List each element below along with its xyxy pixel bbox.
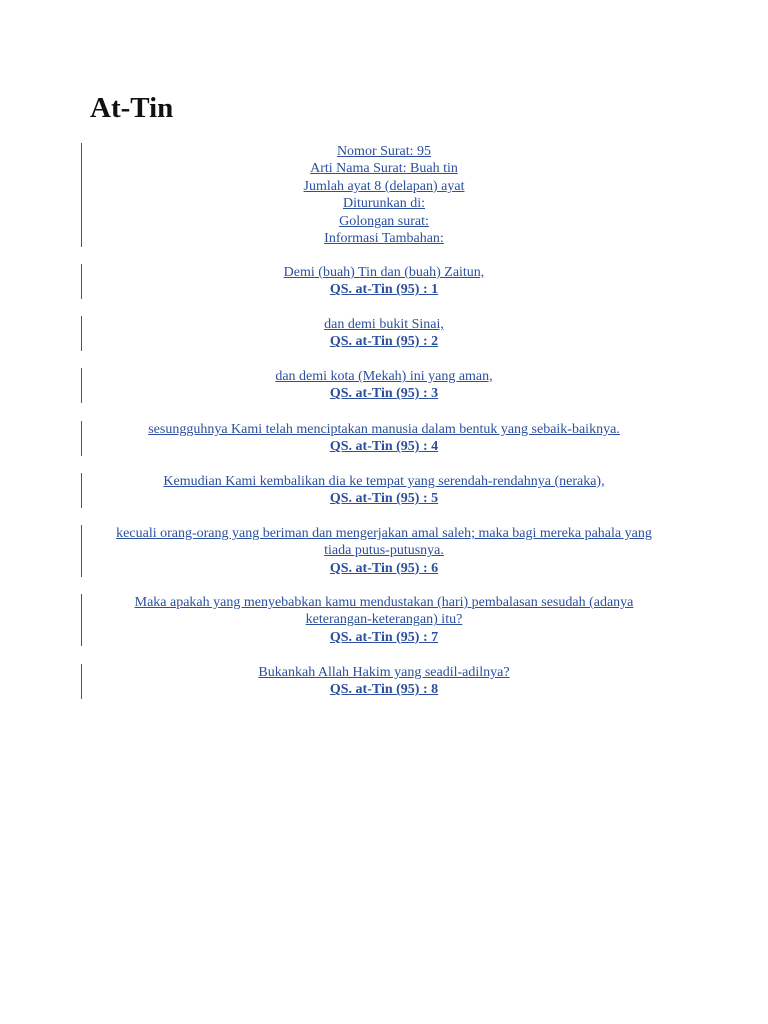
info-nomor-link[interactable]: Nomor Surat: 95 xyxy=(336,144,432,159)
surah-info-block xyxy=(81,143,686,247)
verse-2-text-link[interactable]: dan demi bukit Sinai, xyxy=(324,317,444,332)
verse-4-text-link[interactable]: sesungguhnya Kami telah menciptakan manusia dalam bentuk yang sebaik-baiknya. xyxy=(148,422,620,437)
verse-8-ref-link[interactable]: QS. at-Tin (95) : 8 xyxy=(329,682,439,698)
verse-3-text-link[interactable]: dan demi kota (Mekah) ini yang aman, xyxy=(275,369,493,384)
verse-1-text-link[interactable]: Demi (buah) Tin dan (buah) Zaitun, xyxy=(283,265,485,280)
verse-block-2 xyxy=(81,316,686,351)
info-tambahan-link[interactable]: Informasi Tambahan: xyxy=(324,231,444,247)
verse-3-ref-link[interactable]: QS. at-Tin (95) : 3 xyxy=(329,386,439,402)
verse-block-3 xyxy=(81,368,686,403)
info-arti-link[interactable]: Arti Nama Surat: Buah tin xyxy=(310,161,458,177)
verse-6-text-link-line-1[interactable]: kecuali orang-orang yang beriman dan mengerjakan amal saleh; maka bagi mereka pahala yang xyxy=(116,526,652,541)
verse-block-4 xyxy=(81,421,686,456)
verse-7-text-link-line-1[interactable]: Maka apakah yang menyebabkan kamu mendustakan (hari) pembalasan sesudah (adanya xyxy=(134,595,634,610)
verse-4-ref-link[interactable]: QS. at-Tin (95) : 4 xyxy=(329,439,439,455)
verse-7-text-link-line-2[interactable]: keterangan-keterangan) itu? xyxy=(305,612,463,628)
verse-5-ref-link[interactable]: QS. at-Tin (95) : 5 xyxy=(329,491,439,507)
page-title: At-Tin xyxy=(90,92,174,124)
verse-block-1 xyxy=(81,264,686,299)
verse-block-5 xyxy=(81,473,686,508)
verse-5-text-link[interactable]: Kemudian Kami kembalikan dia ke tempat yang serendah-rendahnya (neraka), xyxy=(163,474,605,489)
info-jumlah-link[interactable]: Jumlah ayat 8 (delapan) ayat xyxy=(303,178,465,194)
verse-8-text-link[interactable]: Bukankah Allah Hakim yang seadil-adilnya? xyxy=(258,665,510,680)
verse-6-ref-link[interactable]: QS. at-Tin (95) : 6 xyxy=(329,560,439,576)
verse-6-text-link-line-2[interactable]: tiada putus-putusnya. xyxy=(324,543,444,559)
info-diturunkan-link[interactable]: Diturunkan di: xyxy=(342,196,426,212)
verse-block-8 xyxy=(81,664,686,699)
info-golongan-link[interactable]: Golongan surat: xyxy=(339,213,429,229)
verse-7-ref-link[interactable]: QS. at-Tin (95) : 7 xyxy=(329,629,439,645)
verse-block-6 xyxy=(81,525,686,577)
verse-block-7 xyxy=(81,594,686,646)
verse-1-ref-link[interactable]: QS. at-Tin (95) : 1 xyxy=(329,282,439,298)
verse-2-ref-link[interactable]: QS. at-Tin (95) : 2 xyxy=(329,334,439,350)
